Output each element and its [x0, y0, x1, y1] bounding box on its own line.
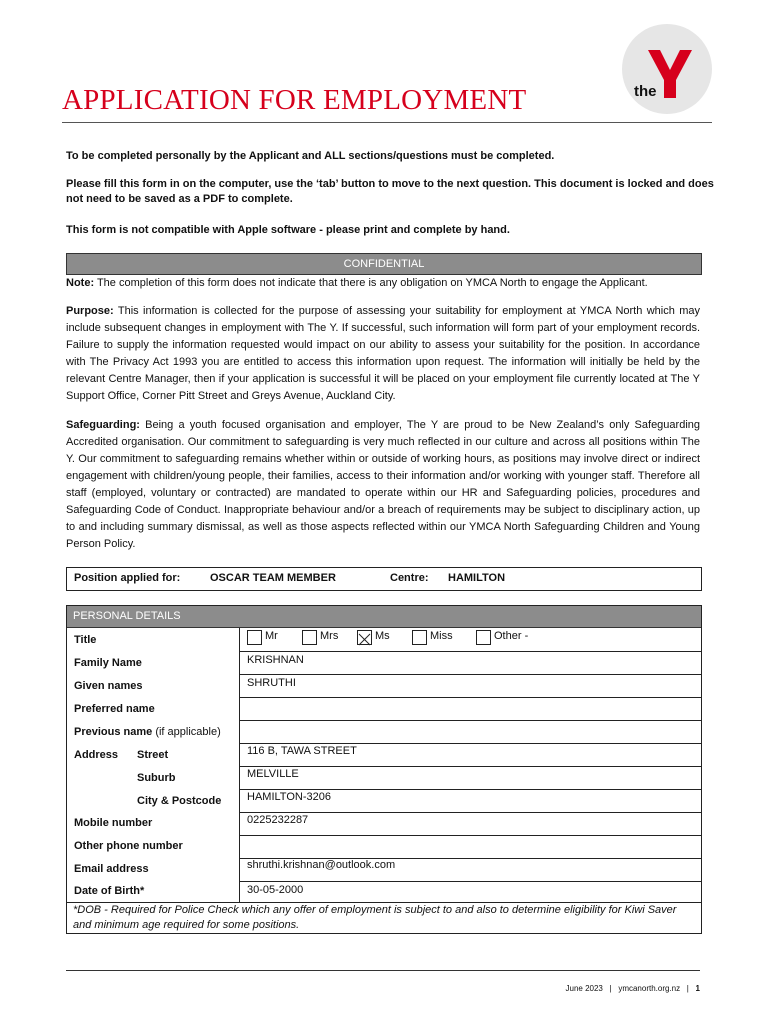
field-rule	[239, 766, 701, 767]
purpose-label: Purpose:	[66, 305, 114, 317]
family-name-label: Family Name	[74, 657, 142, 669]
checkbox-mr-label: Mr	[265, 630, 278, 642]
field-divider	[239, 743, 240, 766]
checkbox-mrs-label: Mrs	[320, 630, 339, 642]
previous-name-label	[74, 726, 221, 738]
page-footer	[566, 984, 700, 993]
confidential-banner: CONFIDENTIAL	[66, 253, 702, 275]
field-divider	[239, 858, 240, 881]
street-label: Street	[137, 749, 169, 761]
field-divider	[239, 651, 240, 674]
field-rule	[239, 651, 701, 652]
previous-name-note: (if applicable)	[152, 726, 221, 738]
field-rule	[239, 812, 701, 813]
checkbox-mrs[interactable]	[302, 630, 317, 645]
city-postcode-field[interactable]: HAMILTON-3206	[247, 791, 331, 803]
footer-page-number: 1	[695, 984, 700, 993]
suburb-field[interactable]: MELVILLE	[247, 768, 299, 780]
street-field[interactable]: 116 B, TAWA STREET	[247, 745, 357, 757]
date-of-birth-label: Date of Birth*	[74, 885, 145, 897]
footer-date: June 2023	[565, 984, 603, 993]
checkbox-checked-icon	[358, 633, 371, 646]
position-label: Position applied for:	[74, 572, 181, 584]
field-divider	[239, 697, 240, 720]
family-name-field[interactable]: KRISHNAN	[247, 654, 304, 666]
field-rule	[239, 881, 701, 882]
previous-name-label-text: Previous name	[74, 726, 153, 738]
field-rule	[239, 674, 701, 675]
personal-details-section	[66, 605, 702, 934]
note-text: The completion of this form does not indicate that there is any obligation on YMCA North to engage the Applicant.	[94, 277, 648, 289]
field-rule	[239, 697, 701, 698]
checkbox-other[interactable]	[476, 630, 491, 645]
given-names-label: Given names	[74, 680, 143, 692]
footer-separator: |	[609, 984, 612, 993]
field-divider	[239, 812, 240, 835]
dob-note: *DOB - Required for Police Check which any offer of employment is subject to and also to determine eligibility for Kiwi Saver and minimum age required for some positions.	[73, 904, 677, 931]
note-label: Note:	[66, 277, 95, 289]
city-postcode-label: City & Postcode	[137, 795, 222, 807]
field-divider	[239, 628, 240, 651]
preferred-name-label: Preferred name	[74, 703, 155, 715]
safeguarding-paragraph	[66, 417, 700, 553]
page-title: APPLICATION FOR EMPLOYMENT	[62, 84, 527, 116]
checkbox-miss-label: Miss	[430, 630, 453, 642]
personal-details-header: PERSONAL DETAILS	[67, 606, 701, 628]
field-divider	[239, 674, 240, 697]
logo-the-text: the	[634, 83, 657, 100]
other-phone-label: Other phone number	[74, 840, 183, 852]
mobile-number-label: Mobile number	[74, 817, 153, 829]
safeguarding-text: Being a youth focused organisation and employer, The Y are proud to be New Zealand’s only Safeguarding Accredited organisation. Our commitment to safeguarding is very much reflected in our culture and across all positions within The Y. Our commitment to safeguarding remains whether within or outside of working hours, as positions may involve direct or indirect engagement with children/young people, their families, access to their information and/or working with younger staff. Therefore all staff (employed, voluntary or contracted) are mandated to operate within our HR and Safeguarding policies, procedures and Safeguarding Code of Conduct. Inappropriate behaviour and/or a breach of requirements may be subject to disciplinary action, up to and including summary dismissal, as well as those aspects reflected within our YMCA North Safeguarding Children and Young Person Policy.	[66, 419, 700, 550]
intro-line-3: This form is not compatible with Apple software - please print and complete by hand.	[66, 224, 510, 236]
intro-line-2: Please fill this form in on the computer, use the ‘tab’ button to move to the next question. This document is locked and does not need to be saved as a PDF to complete.	[66, 178, 714, 205]
checkbox-other-label: Other -	[494, 630, 529, 642]
safeguarding-label: Safeguarding:	[66, 419, 140, 431]
note-paragraph	[66, 275, 700, 292]
checkbox-ms-label: Ms	[375, 630, 390, 642]
field-divider	[239, 881, 240, 902]
purpose-text: This information is collected for the purpose of assessing your suitability for employment at YMCA North which may include subsequent changes in employment with The Y. If successful, such information will form part of your employment records. Failure to supply the information requested would impact on our ability to assess your suitability for the position. In accordance with The Privacy Act 1993 you are entitled to access this information upon request. The information will initially be held by the relevant Centre Manager, then if your application is successful it will be placed on your employment file currently located at The Y Support Office, Corner Pitt Street and Greys Avenue, Auckland City.	[66, 305, 700, 402]
footer-divider	[66, 970, 700, 971]
checkbox-miss[interactable]	[412, 630, 427, 645]
purpose-paragraph	[66, 303, 700, 405]
position-box	[66, 567, 702, 591]
intro-line-1: To be completed personally by the Applicant and ALL sections/questions must be completed.	[66, 150, 555, 162]
checkbox-mr[interactable]	[247, 630, 262, 645]
field-divider	[239, 789, 240, 812]
position-value[interactable]: OSCAR TEAM MEMBER	[210, 572, 336, 584]
field-divider	[239, 720, 240, 743]
email-address-label: Email address	[74, 863, 149, 875]
field-rule	[239, 743, 701, 744]
field-rule	[239, 835, 701, 836]
field-rule	[239, 789, 701, 790]
centre-label: Centre:	[390, 572, 429, 584]
footer-site: ymcanorth.org.nz	[618, 984, 681, 993]
field-divider	[239, 766, 240, 789]
field-divider	[239, 835, 240, 858]
footer-separator: |	[686, 984, 689, 993]
title-label: Title	[74, 634, 97, 646]
the-y-logo	[622, 24, 712, 114]
address-label: Address	[74, 749, 119, 761]
date-of-birth-field[interactable]: 30-05-2000	[247, 884, 304, 896]
title-divider	[62, 122, 712, 123]
given-names-field[interactable]: SHRUTHI	[247, 677, 296, 689]
suburb-label: Suburb	[137, 772, 176, 784]
email-address-field[interactable]: shruthi.krishnan@outlook.com	[247, 859, 396, 871]
mobile-number-field[interactable]: 0225232287	[247, 814, 309, 826]
checkbox-ms[interactable]	[357, 630, 372, 645]
field-rule	[239, 720, 701, 721]
centre-value[interactable]: HAMILTON	[448, 572, 506, 584]
